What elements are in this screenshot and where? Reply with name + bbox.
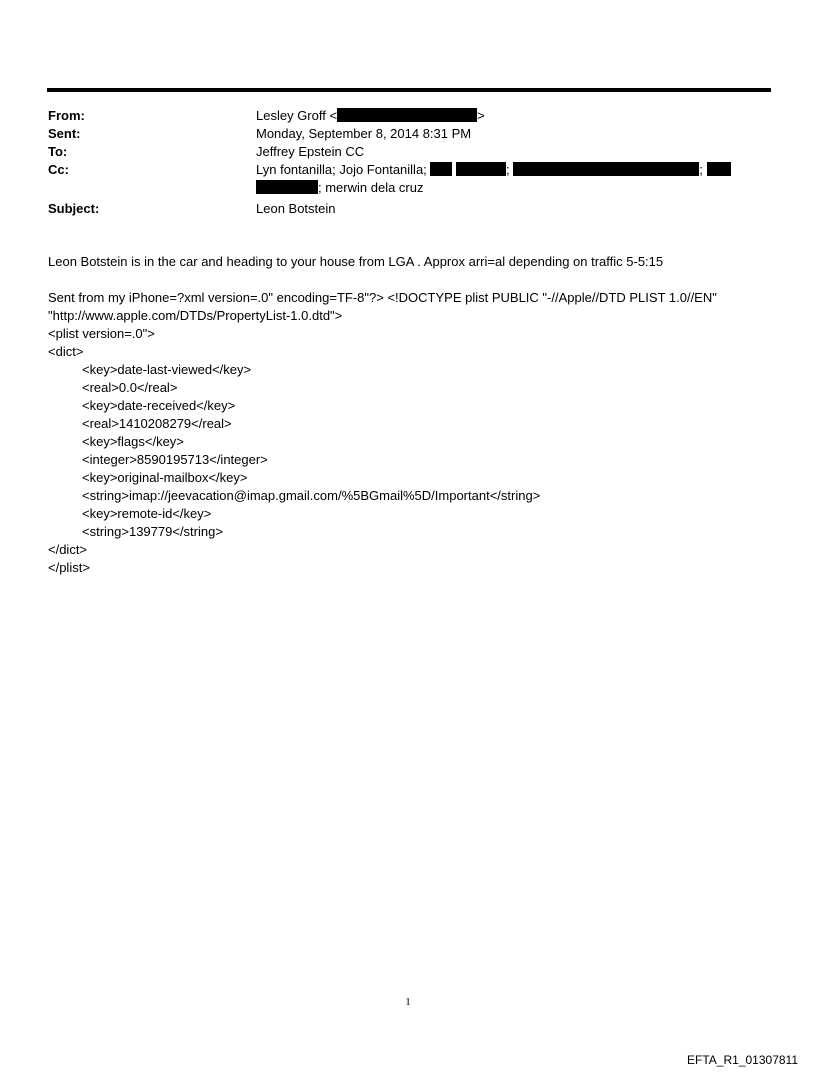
cc-label: Cc:: [48, 162, 69, 177]
email-header: [48, 107, 771, 218]
cc-separator: ;: [699, 162, 703, 177]
cc-names: Lyn fontanilla; Jojo Fontanilla;: [256, 162, 427, 177]
sent-label: Sent:: [48, 126, 81, 141]
from-bracket: >: [477, 108, 485, 123]
cc-value: [256, 161, 771, 197]
email-body: [48, 253, 788, 577]
cc-separator: ;: [506, 162, 510, 177]
document-id: EFTA_R1_01307811: [687, 1053, 798, 1067]
plist-line: <key>date-last-viewed</key>: [82, 362, 252, 377]
redaction-box: [707, 162, 731, 176]
sent-row: [48, 125, 771, 143]
signature-line: Sent from my iPhone=?xml version=.0" encoding=TF-8"?> <!DOCTYPE plist PUBLIC "-//Apple//DTD PLIST 1.0//EN": [48, 290, 717, 305]
plist-line: </dict>: [48, 542, 88, 557]
to-row: [48, 143, 771, 161]
from-name: Lesley Groff <: [256, 108, 338, 123]
to-label: To:: [48, 144, 68, 159]
subject-row: [48, 200, 771, 218]
to-value: Jeffrey Epstein CC: [256, 144, 365, 159]
cc-names-end: ; merwin dela cruz: [318, 180, 424, 195]
plist-line: <key>remote-id</key>: [82, 506, 212, 521]
plist-line: <plist version=.0">: [48, 326, 155, 341]
subject-label: Subject:: [48, 201, 100, 216]
redaction-box: [513, 162, 699, 176]
plist-line: <string>imap://jeevacation@imap.gmail.com/%5BGmail%5D/Important</string>: [82, 488, 541, 503]
message-text: Leon Botstein is in the car and heading to your house from LGA . Approx arri=al depending on traffic 5-5:15: [48, 254, 664, 269]
from-value: [256, 107, 771, 125]
redaction-box: [256, 180, 318, 194]
signature-line: "http://www.apple.com/DTDs/PropertyList-1.0.dtd">: [48, 308, 343, 323]
redaction-box: [337, 108, 477, 122]
plist-line: <real>0.0</real>: [82, 380, 178, 395]
subject-value: Leon Botstein: [256, 201, 336, 216]
from-row: [48, 107, 771, 125]
plist-line: <key>original-mailbox</key>: [82, 470, 248, 485]
redaction-box: [430, 162, 452, 176]
plist-line: </plist>: [48, 560, 90, 575]
plist-block: [48, 325, 788, 577]
redaction-box: [456, 162, 506, 176]
plist-line: <dict>: [48, 344, 84, 359]
plist-line: <integer>8590195713</integer>: [82, 452, 268, 467]
plist-line: <key>flags</key>: [82, 434, 184, 449]
page-number: 1: [405, 996, 411, 1008]
header-rule: [47, 88, 771, 92]
sent-value: Monday, September 8, 2014 8:31 PM: [256, 126, 472, 141]
cc-row: [48, 161, 771, 197]
from-label: From:: [48, 108, 85, 123]
plist-line: <key>date-received</key>: [82, 398, 236, 413]
plist-line: <real>1410208279</real>: [82, 416, 232, 431]
plist-line: <string>139779</string>: [82, 524, 223, 539]
